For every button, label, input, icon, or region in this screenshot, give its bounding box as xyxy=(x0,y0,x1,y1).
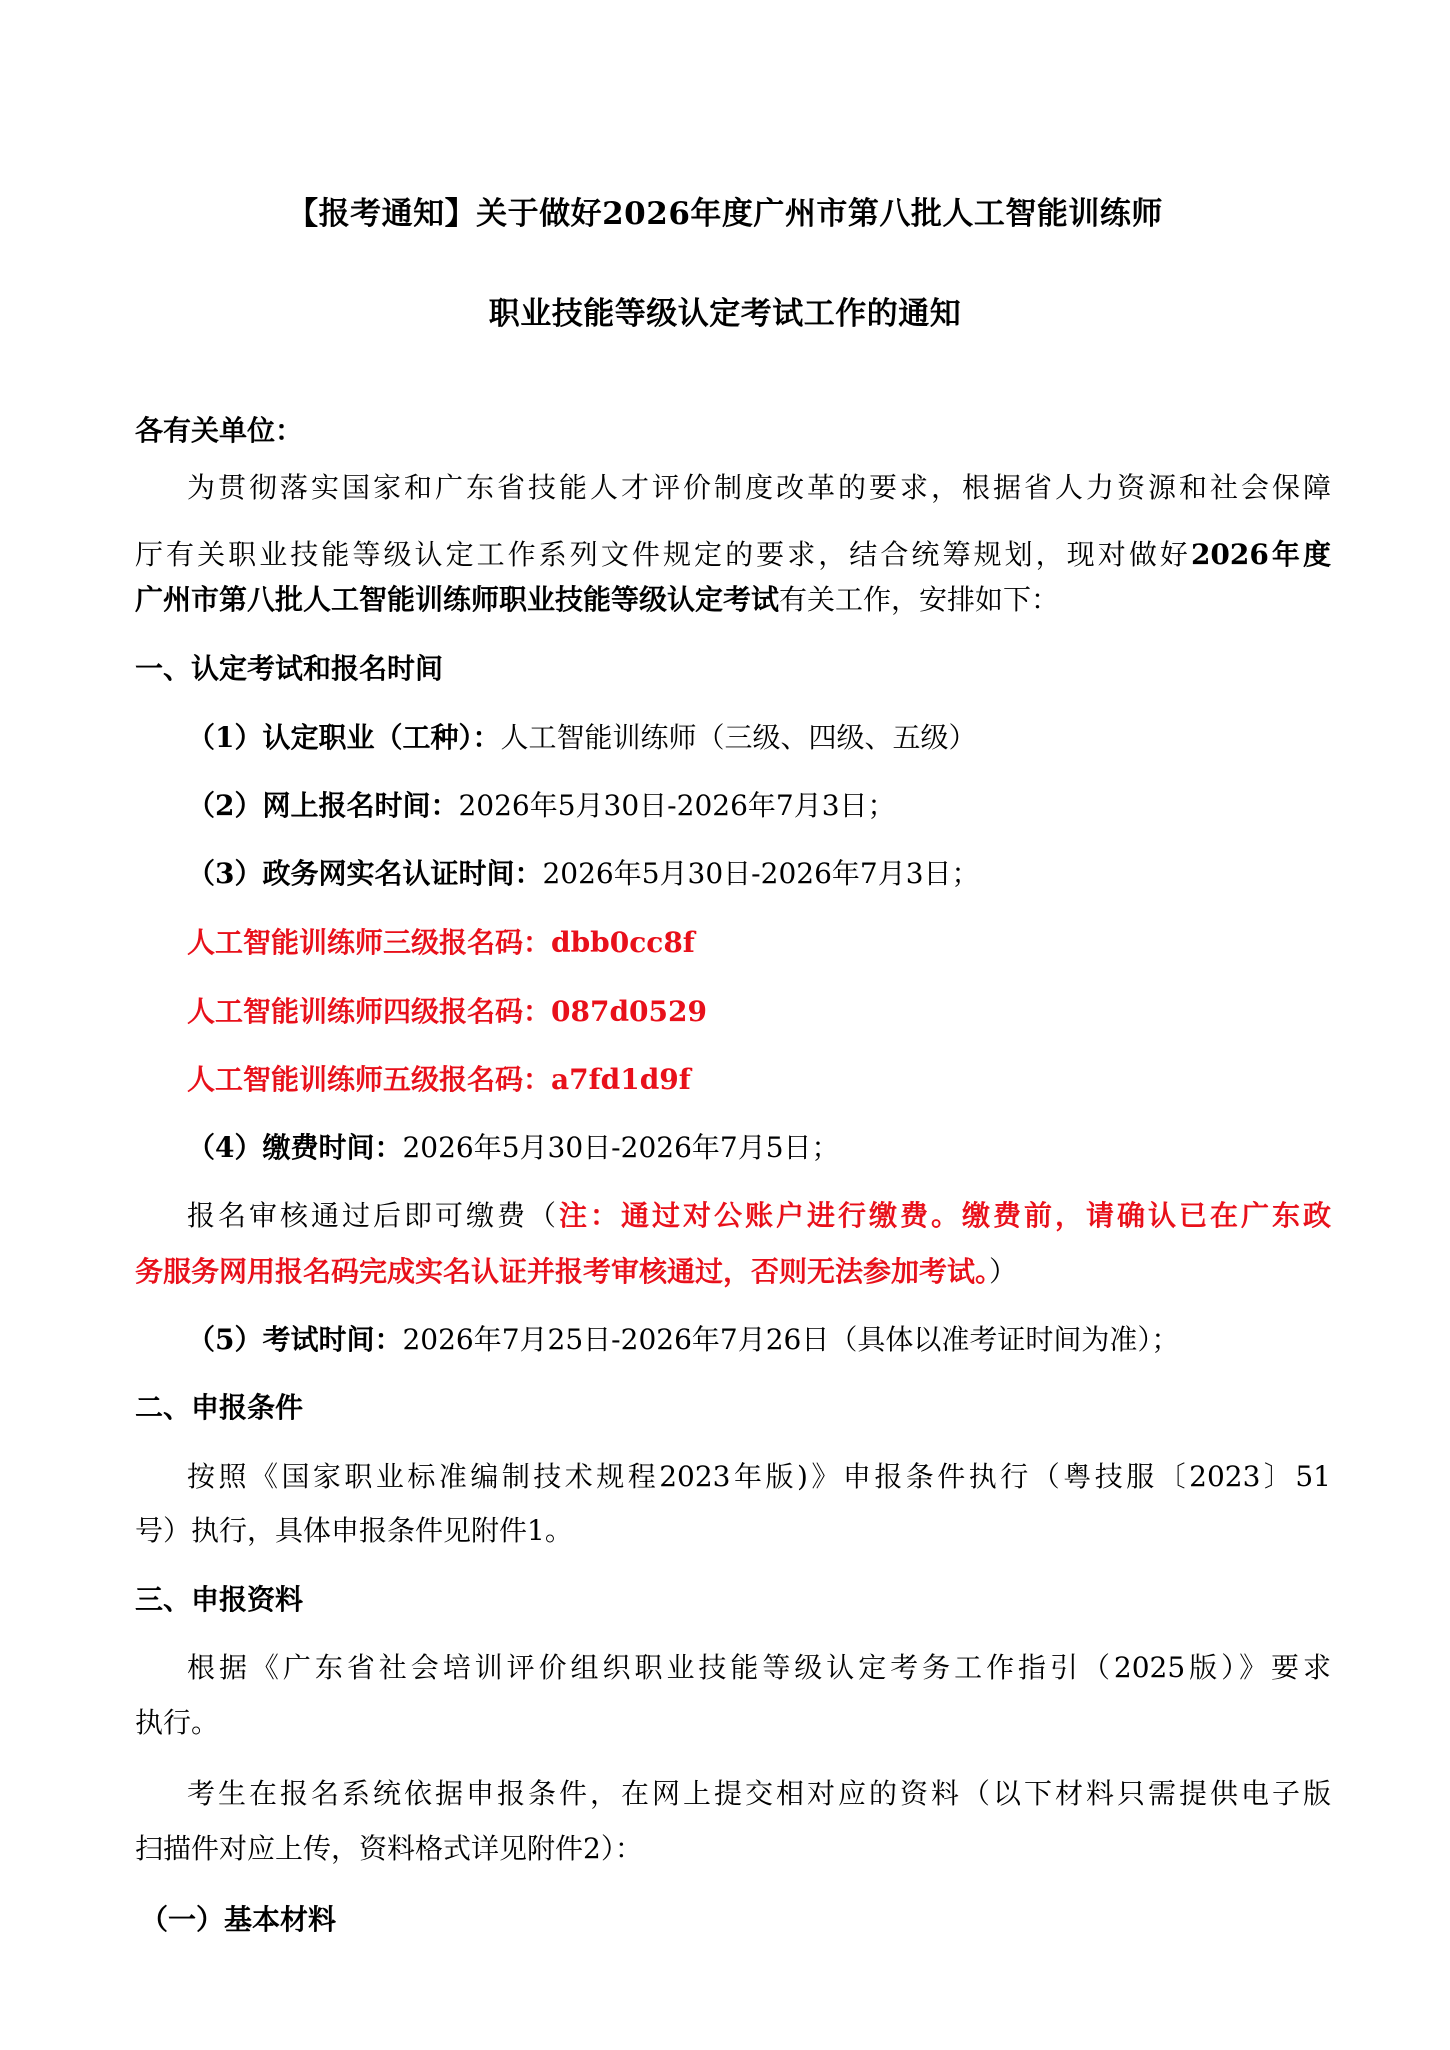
section2-heading: 二、申报条件 xyxy=(135,1391,304,1424)
item5-label: （5）考试时间： xyxy=(187,1323,403,1356)
intro-line3-rest: 有关工作，安排如下： xyxy=(779,583,1060,616)
section1-item1 xyxy=(187,721,977,754)
section2-line1: 按照《国家职业标准编制技术规程2023年版)》申报条件执行（粤技服〔2023〕51 xyxy=(187,1460,1331,1493)
notice-title-line1: 【报考通知】关于做好2026年度广州市第八批人工智能训练师 xyxy=(287,196,1163,232)
item3-label: （3）政务网实名认证时间： xyxy=(187,857,543,890)
item1-label: （1）认定职业（工种）： xyxy=(187,721,501,754)
basic-materials-heading: （一）基本材料 xyxy=(140,1903,337,1936)
intro-line2-bold: 2026年度 xyxy=(1190,538,1331,571)
payment-note-suffix: ） xyxy=(989,1255,1018,1288)
level3-registration-code: 人工智能训练师三级报名码：dbb0cc8f xyxy=(187,926,695,959)
section3-para1-line1: 根据《广东省社会培训评价组织职业技能等级认定考务工作指引（2025版）》要求 xyxy=(187,1651,1331,1684)
section1-item3 xyxy=(187,857,980,890)
item1-value: 人工智能训练师（三级、四级、五级） xyxy=(500,721,977,754)
section3-para2-line2: 扫描件对应上传，资料格式详见附件2）： xyxy=(135,1832,643,1865)
intro-line3-bold: 广州市第八批人工智能训练师职业技能等级认定考试 xyxy=(135,583,780,616)
intro-line2 xyxy=(135,538,1331,571)
intro-line2-text: 厅有关职业技能等级认定工作系列文件规定的要求，结合统筹规划，现对做好 xyxy=(135,538,1191,571)
section3-para2-line1: 考生在报名系统依据申报条件，在网上提交相对应的资料（以下材料只需提供电子版 xyxy=(187,1777,1331,1810)
level4-registration-code: 人工智能训练师四级报名码：087d0529 xyxy=(187,995,707,1028)
payment-note-red2: 务服务网用报名码完成实名认证并报考审核通过，否则无法参加考试。 xyxy=(135,1255,990,1288)
section1-item5 xyxy=(187,1323,1180,1356)
item2-label: （2）网上报名时间： xyxy=(187,789,459,822)
notice-title-line2: 职业技能等级认定考试工作的通知 xyxy=(488,296,962,332)
item2-value: 2026年5月30日-2026年7月3日； xyxy=(458,789,896,822)
item3-value: 2026年5月30日-2026年7月3日； xyxy=(542,857,980,890)
section1-item2 xyxy=(187,789,896,822)
section1-heading: 一、认定考试和报名时间 xyxy=(135,652,444,685)
section3-para1-line2: 执行。 xyxy=(135,1706,220,1739)
section1-item4 xyxy=(187,1131,840,1164)
payment-note-red1: 注：通过对公账户进行缴费。缴费前，请确认已在广东政 xyxy=(559,1199,1331,1232)
salutation: 各有关单位： xyxy=(135,414,304,447)
intro-line1: 为贯彻落实国家和广东省技能人才评价制度改革的要求，根据省人力资源和社会保障 xyxy=(187,471,1331,504)
payment-note-prefix: 报名审核通过后即可缴费（ xyxy=(187,1199,559,1232)
payment-note-line1 xyxy=(187,1199,1331,1232)
level5-registration-code: 人工智能训练师五级报名码：a7fd1d9f xyxy=(187,1063,691,1096)
item4-label: （4）缴费时间： xyxy=(187,1131,403,1164)
payment-note-line2 xyxy=(135,1255,1018,1288)
section2-line2: 号）执行，具体申报条件见附件1。 xyxy=(135,1514,573,1547)
item5-value: 2026年7月25日-2026年7月26日（具体以准考证时间为准）； xyxy=(402,1323,1180,1356)
item4-value: 2026年5月30日-2026年7月5日； xyxy=(402,1131,840,1164)
section3-heading: 三、申报资料 xyxy=(135,1583,304,1616)
intro-line3 xyxy=(135,583,1060,616)
